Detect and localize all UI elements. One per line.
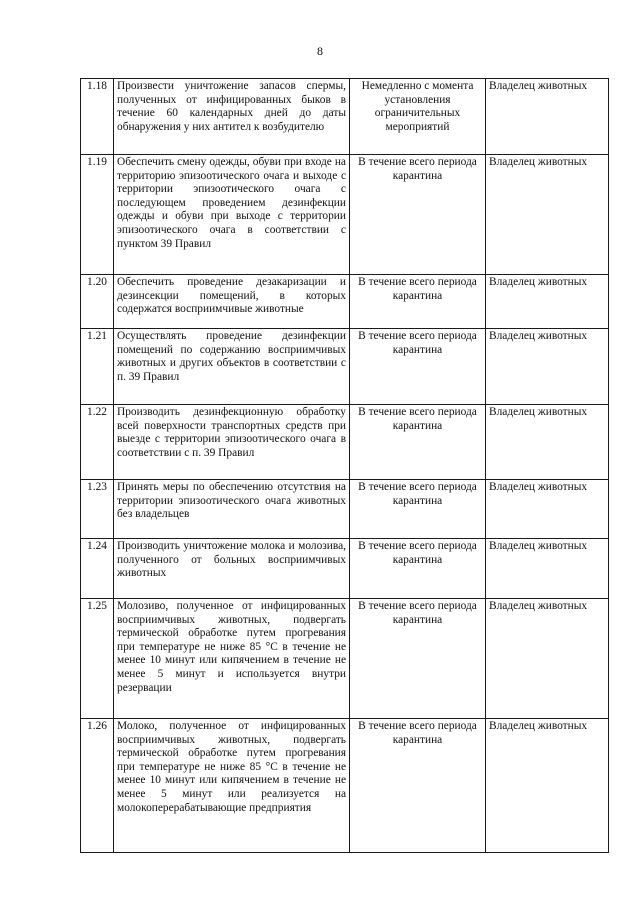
table-row: [81, 79, 609, 155]
table-row: [81, 719, 609, 853]
responsible-text: Владелец животных: [486, 405, 609, 480]
table-row: [81, 155, 609, 275]
row-number: 1.21: [81, 329, 114, 405]
responsible-text: Владелец животных: [486, 155, 609, 275]
term-text: В течение всего периода карантина: [350, 599, 486, 719]
table-row: [81, 329, 609, 405]
row-number: 1.25: [81, 599, 114, 719]
responsible-text: Владелец животных: [486, 539, 609, 599]
table-row: [81, 480, 609, 539]
row-number: 1.23: [81, 480, 114, 539]
table-row: [81, 405, 609, 480]
term-text: В течение всего периода карантина: [350, 480, 486, 539]
row-number: 1.22: [81, 405, 114, 480]
term-text: В течение всего периода карантина: [350, 329, 486, 405]
row-number: 1.24: [81, 539, 114, 599]
action-text: Производить дезинфекционную обработку всей поверхности транспортных средств при выезде с территории эпизоотического очага в соответствии с п. 39 Правил: [114, 405, 350, 480]
action-text: Производить уничтожение молока и молозива, полученного от больных восприимчивых животных: [114, 539, 350, 599]
responsible-text: Владелец животных: [486, 329, 609, 405]
term-text: Немедленно с момента установления ограничительных мероприятий: [350, 79, 486, 155]
responsible-text: Владелец животных: [486, 599, 609, 719]
action-text: Осуществлять проведение дезинфекции помещений по содержанию восприимчивых животных и других объектов в соответствии с п. 39 Правил: [114, 329, 350, 405]
term-text: В течение всего периода карантина: [350, 155, 486, 275]
action-text: Обеспечить смену одежды, обуви при входе на территорию эпизоотического очага и выходе с территории эпизоотического очага с последующем проведением дезинфекции одежды и обуви при выходе с территории эпизоотического очага в соответствии с пунктом 39 Правил: [114, 155, 350, 275]
term-text: В течение всего периода карантина: [350, 405, 486, 480]
action-text: Обеспечить проведение дезакаризации и дезинсекции помещений, в которых содержатся восприимчивые животные: [114, 275, 350, 329]
responsible-text: Владелец животных: [486, 275, 609, 329]
row-number: 1.19: [81, 155, 114, 275]
responsible-text: Владелец животных: [486, 79, 609, 155]
action-text: Молоко, полученное от инфицированных восприимчивых животных, подвергать термической обработке путем прогревания при температуре не ниже 85 °С в течение не менее 10 минут или кипячением в течение не менее 5 минут или реализуется на молокоперерабатывающие предприятия: [114, 719, 350, 853]
responsible-text: Владелец животных: [486, 480, 609, 539]
row-number: 1.20: [81, 275, 114, 329]
term-text: В течение всего периода карантина: [350, 539, 486, 599]
table-row: [81, 599, 609, 719]
responsible-text: Владелец животных: [486, 719, 609, 853]
row-number: 1.26: [81, 719, 114, 853]
row-number: 1.18: [81, 79, 114, 155]
term-text: В течение всего периода карантина: [350, 275, 486, 329]
page-number: 8: [317, 44, 323, 58]
table-row: [81, 275, 609, 329]
measures-table: [80, 78, 609, 853]
action-text: Молозиво, полученное от инфицированных восприимчивых животных, подвергать термической обработке путем прогревания при температуре не ниже 85 °С в течение не менее 10 минут или кипячением в течение не менее 5 минут и используется внутри резервации: [114, 599, 350, 719]
action-text: Произвести уничтожение запасов спермы, полученных от инфицированных быков в течение 60 календарных дней до даты обнаружения у них антител к возбудителю: [114, 79, 350, 155]
action-text: Принять меры по обеспечению отсутствия на территории эпизоотического очага животных без владельцев: [114, 480, 350, 539]
term-text: В течение всего периода карантина: [350, 719, 486, 853]
table-row: [81, 539, 609, 599]
